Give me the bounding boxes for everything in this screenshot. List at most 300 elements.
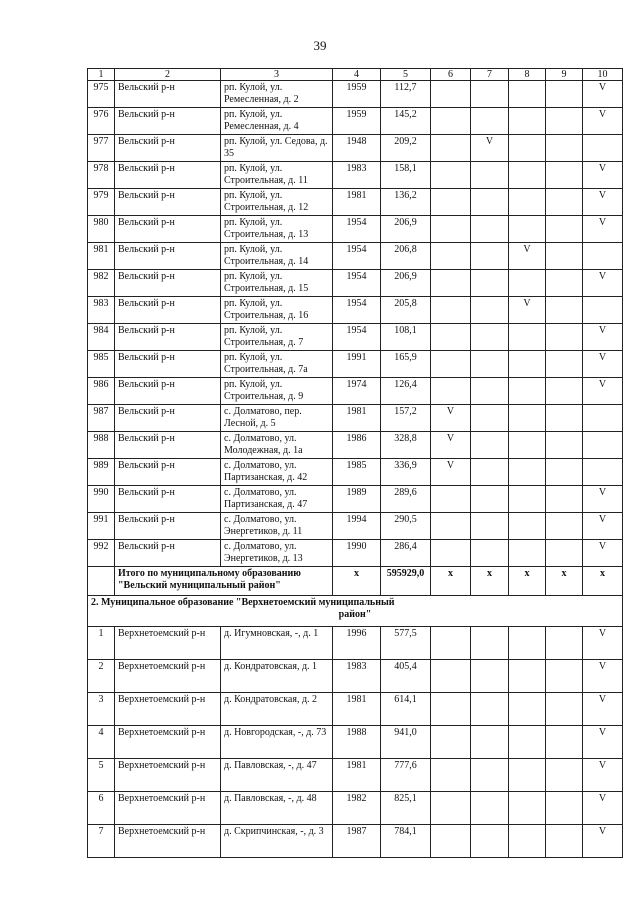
address-cell: рп. Кулой, ул. Строительная, д. 14	[221, 243, 333, 270]
district-cell: Верхнетоемский р-н	[115, 627, 221, 660]
mark-cell-8	[509, 825, 546, 858]
mark-cell-7	[471, 792, 509, 825]
mark-cell-7	[471, 726, 509, 759]
address-cell: рп. Кулой, ул. Строительная, д. 11	[221, 162, 333, 189]
mark-cell-10: V	[583, 108, 623, 135]
table-row	[88, 270, 623, 297]
row-number: 991	[88, 513, 115, 540]
table-row	[88, 660, 623, 693]
mark-cell-10: V	[583, 189, 623, 216]
district-cell: Вельский р-н	[115, 81, 221, 108]
district-cell: Верхнетоемский р-н	[115, 759, 221, 792]
mark-cell-8	[509, 792, 546, 825]
mark-cell-10: V	[583, 540, 623, 567]
mark-cell-6	[431, 486, 471, 513]
year-cell: 1981	[333, 693, 381, 726]
mark-cell-9	[546, 405, 583, 432]
mark-cell-7	[471, 540, 509, 567]
district-cell: Вельский р-н	[115, 486, 221, 513]
district-cell: Верхнетоемский р-н	[115, 660, 221, 693]
table-row	[88, 135, 623, 162]
mark-cell-6	[431, 726, 471, 759]
address-cell: д. Павловская, -, д. 47	[221, 759, 333, 792]
year-cell: 1954	[333, 243, 381, 270]
section-title-line2: район"	[338, 609, 372, 620]
district-cell: Вельский р-н	[115, 189, 221, 216]
address-cell: с. Долматово, ул. Партизанская, д. 47	[221, 486, 333, 513]
table-row	[88, 513, 623, 540]
year-cell: 1988	[333, 726, 381, 759]
mark-cell-10: V	[583, 324, 623, 351]
year-cell: 1986	[333, 432, 381, 459]
district-cell: Вельский р-н	[115, 297, 221, 324]
table-row	[88, 825, 623, 858]
area-cell: 158,1	[381, 162, 431, 189]
district-cell: Верхнетоемский р-н	[115, 825, 221, 858]
mark-cell-6	[431, 792, 471, 825]
address-cell: с. Долматово, ул. Энергетиков, д. 11	[221, 513, 333, 540]
address-cell: с. Долматово, ул. Молодежная, д. 1а	[221, 432, 333, 459]
district-cell: Вельский р-н	[115, 540, 221, 567]
table-row	[88, 726, 623, 759]
mark-cell-10	[583, 405, 623, 432]
address-cell: рп. Кулой, ул. Ремесленная, д. 4	[221, 108, 333, 135]
mark-cell-10: V	[583, 351, 623, 378]
mark-cell-8	[509, 459, 546, 486]
address-cell: д. Кондратовская, д. 2	[221, 693, 333, 726]
area-cell: 286,4	[381, 540, 431, 567]
mark-cell-10: V	[583, 513, 623, 540]
mark-cell-9	[546, 693, 583, 726]
table-row	[88, 432, 623, 459]
area-cell: 206,9	[381, 270, 431, 297]
mark-cell-9	[546, 135, 583, 162]
mark-cell-6	[431, 297, 471, 324]
row-number: 980	[88, 216, 115, 243]
mark-cell-10: V	[583, 270, 623, 297]
year-cell: 1981	[333, 759, 381, 792]
mark-cell-10	[583, 243, 623, 270]
table-row	[88, 162, 623, 189]
mark-cell-8	[509, 135, 546, 162]
row-number: 985	[88, 351, 115, 378]
year-cell: 1981	[333, 189, 381, 216]
total-label: Итого по муниципальному образованию "Вельский муниципальный район"	[115, 567, 333, 596]
mark-cell-10: V	[583, 486, 623, 513]
district-cell: Вельский р-н	[115, 108, 221, 135]
mark-cell-7	[471, 660, 509, 693]
mark-cell-6	[431, 135, 471, 162]
area-cell: 108,1	[381, 324, 431, 351]
table-row	[88, 243, 623, 270]
table-row	[88, 759, 623, 792]
area-cell: 577,5	[381, 627, 431, 660]
mark-cell-10: V	[583, 759, 623, 792]
area-cell: 289,6	[381, 486, 431, 513]
mark-cell-7	[471, 216, 509, 243]
mark-cell-9	[546, 162, 583, 189]
mark-cell-6	[431, 108, 471, 135]
year-cell: 1954	[333, 324, 381, 351]
row-number: 7	[88, 825, 115, 858]
table-row	[88, 297, 623, 324]
mark-cell-9	[546, 726, 583, 759]
year-cell: 1987	[333, 825, 381, 858]
year-cell: 1985	[333, 459, 381, 486]
mark-cell-9	[546, 627, 583, 660]
year-cell: 1959	[333, 81, 381, 108]
column-number: 4	[333, 69, 381, 81]
mark-cell-9	[546, 486, 583, 513]
area-cell: 405,4	[381, 660, 431, 693]
district-cell: Вельский р-н	[115, 324, 221, 351]
district-cell: Вельский р-н	[115, 243, 221, 270]
page-number: 39	[313, 38, 327, 53]
mark-cell-9	[546, 540, 583, 567]
mark-cell-7	[471, 351, 509, 378]
mark-cell-9	[546, 243, 583, 270]
year-cell: 1954	[333, 216, 381, 243]
address-cell: с. Долматово, пер. Лесной, д. 5	[221, 405, 333, 432]
mark-cell-9	[546, 270, 583, 297]
mark-cell-7	[471, 513, 509, 540]
total-c8-cell: x	[509, 567, 546, 596]
mark-cell-6: V	[431, 432, 471, 459]
table-row	[88, 540, 623, 567]
row-number: 986	[88, 378, 115, 405]
column-number: 5	[381, 69, 431, 81]
mark-cell-9	[546, 216, 583, 243]
column-number-row	[88, 69, 623, 81]
mark-cell-7	[471, 627, 509, 660]
table-row	[88, 792, 623, 825]
year-cell: 1983	[333, 660, 381, 693]
address-cell: рп. Кулой, ул. Строительная, д. 7а	[221, 351, 333, 378]
mark-cell-8	[509, 324, 546, 351]
mark-cell-6	[431, 81, 471, 108]
column-number: 9	[546, 69, 583, 81]
year-cell: 1983	[333, 162, 381, 189]
year-cell: 1954	[333, 297, 381, 324]
address-cell: рп. Кулой, ул. Строительная, д. 9	[221, 378, 333, 405]
mark-cell-8	[509, 351, 546, 378]
mark-cell-10: V	[583, 825, 623, 858]
row-number: 977	[88, 135, 115, 162]
district-cell: Вельский р-н	[115, 459, 221, 486]
total-area-cell: 595929,0	[381, 567, 431, 596]
table-row	[88, 486, 623, 513]
row-number: 2	[88, 660, 115, 693]
mark-cell-10: V	[583, 792, 623, 825]
address-cell: с. Долматово, ул. Партизанская, д. 42	[221, 459, 333, 486]
year-cell: 1994	[333, 513, 381, 540]
column-number: 3	[221, 69, 333, 81]
year-cell: 1990	[333, 540, 381, 567]
mark-cell-6	[431, 513, 471, 540]
district-cell: Вельский р-н	[115, 513, 221, 540]
area-cell: 328,8	[381, 432, 431, 459]
mark-cell-8	[509, 108, 546, 135]
year-cell: 1954	[333, 270, 381, 297]
mark-cell-8	[509, 432, 546, 459]
mark-cell-7	[471, 459, 509, 486]
year-cell: 1991	[333, 351, 381, 378]
column-number: 2	[115, 69, 221, 81]
row-number: 4	[88, 726, 115, 759]
row-number: 990	[88, 486, 115, 513]
section-title	[88, 596, 623, 627]
total-empty-cell	[88, 567, 115, 596]
district-cell: Вельский р-н	[115, 378, 221, 405]
district-cell: Вельский р-н	[115, 351, 221, 378]
mark-cell-9	[546, 792, 583, 825]
area-cell: 165,9	[381, 351, 431, 378]
section-header-row	[88, 596, 623, 627]
mark-cell-6	[431, 216, 471, 243]
row-number: 981	[88, 243, 115, 270]
mark-cell-9	[546, 432, 583, 459]
mark-cell-10	[583, 135, 623, 162]
mark-cell-6	[431, 270, 471, 297]
row-number: 1	[88, 627, 115, 660]
mark-cell-6	[431, 189, 471, 216]
year-cell: 1981	[333, 405, 381, 432]
row-number: 983	[88, 297, 115, 324]
address-cell: рп. Кулой, ул. Строительная, д. 7	[221, 324, 333, 351]
area-cell: 290,5	[381, 513, 431, 540]
mark-cell-8	[509, 189, 546, 216]
row-number: 3	[88, 693, 115, 726]
area-cell: 157,2	[381, 405, 431, 432]
mark-cell-8	[509, 660, 546, 693]
area-cell: 205,8	[381, 297, 431, 324]
table-row	[88, 693, 623, 726]
mark-cell-7	[471, 432, 509, 459]
section-title-line1: 2. Муниципальное образование "Верхнетоемский муниципальный	[91, 597, 395, 608]
mark-cell-10: V	[583, 216, 623, 243]
mark-cell-6	[431, 378, 471, 405]
address-cell: д. Новгородская, -, д. 73	[221, 726, 333, 759]
mark-cell-9	[546, 297, 583, 324]
table-row	[88, 216, 623, 243]
mark-cell-8: V	[509, 297, 546, 324]
area-cell: 209,2	[381, 135, 431, 162]
mark-cell-9	[546, 324, 583, 351]
mark-cell-7	[471, 108, 509, 135]
district-cell: Вельский р-н	[115, 270, 221, 297]
area-cell: 941,0	[381, 726, 431, 759]
mark-cell-10: V	[583, 162, 623, 189]
table-body	[88, 69, 623, 858]
year-cell: 1982	[333, 792, 381, 825]
mark-cell-8	[509, 513, 546, 540]
mark-cell-8	[509, 759, 546, 792]
housing-register-table	[87, 68, 623, 858]
mark-cell-10	[583, 297, 623, 324]
year-cell: 1974	[333, 378, 381, 405]
mark-cell-10: V	[583, 660, 623, 693]
area-cell: 614,1	[381, 693, 431, 726]
table-row	[88, 189, 623, 216]
district-cell: Верхнетоемский р-н	[115, 726, 221, 759]
mark-cell-6	[431, 324, 471, 351]
year-cell: 1948	[333, 135, 381, 162]
column-number: 1	[88, 69, 115, 81]
row-number: 982	[88, 270, 115, 297]
year-cell: 1989	[333, 486, 381, 513]
total-year-cell: x	[333, 567, 381, 596]
mark-cell-6	[431, 825, 471, 858]
mark-cell-9	[546, 513, 583, 540]
table-row	[88, 459, 623, 486]
mark-cell-8	[509, 216, 546, 243]
mark-cell-9	[546, 825, 583, 858]
table-row	[88, 108, 623, 135]
mark-cell-9	[546, 108, 583, 135]
mark-cell-9	[546, 660, 583, 693]
year-cell: 1996	[333, 627, 381, 660]
area-cell: 784,1	[381, 825, 431, 858]
mark-cell-7	[471, 324, 509, 351]
mark-cell-8	[509, 627, 546, 660]
total-c6-cell: x	[431, 567, 471, 596]
table-row	[88, 81, 623, 108]
row-number: 5	[88, 759, 115, 792]
district-cell: Вельский р-н	[115, 135, 221, 162]
mark-cell-7	[471, 297, 509, 324]
row-number: 984	[88, 324, 115, 351]
row-number: 975	[88, 81, 115, 108]
column-number: 8	[509, 69, 546, 81]
address-cell: рп. Кулой, ул. Строительная, д. 16	[221, 297, 333, 324]
mark-cell-8	[509, 693, 546, 726]
row-number: 979	[88, 189, 115, 216]
mark-cell-7	[471, 162, 509, 189]
district-cell: Верхнетоемский р-н	[115, 693, 221, 726]
mark-cell-8	[509, 378, 546, 405]
address-cell: д. Игумновская, -, д. 1	[221, 627, 333, 660]
address-cell: д. Скрипчинская, -, д. 3	[221, 825, 333, 858]
mark-cell-6	[431, 693, 471, 726]
table-row	[88, 405, 623, 432]
address-cell: рп. Кулой, ул. Строительная, д. 13	[221, 216, 333, 243]
mark-cell-7	[471, 81, 509, 108]
table-row	[88, 351, 623, 378]
area-cell: 825,1	[381, 792, 431, 825]
area-cell: 145,2	[381, 108, 431, 135]
mark-cell-8	[509, 540, 546, 567]
row-number: 989	[88, 459, 115, 486]
mark-cell-7	[471, 825, 509, 858]
area-cell: 126,4	[381, 378, 431, 405]
column-number: 10	[583, 69, 623, 81]
area-cell: 777,6	[381, 759, 431, 792]
district-cell: Вельский р-н	[115, 405, 221, 432]
address-cell: д. Кондратовская, д. 1	[221, 660, 333, 693]
total-c10-cell: x	[583, 567, 623, 596]
table-row	[88, 627, 623, 660]
mark-cell-10	[583, 459, 623, 486]
mark-cell-7	[471, 693, 509, 726]
total-c7-cell: x	[471, 567, 509, 596]
area-cell: 206,8	[381, 243, 431, 270]
district-cell: Вельский р-н	[115, 432, 221, 459]
mark-cell-8	[509, 81, 546, 108]
address-cell: рп. Кулой, ул. Строительная, д. 12	[221, 189, 333, 216]
mark-cell-9	[546, 759, 583, 792]
mark-cell-6: V	[431, 405, 471, 432]
row-number: 987	[88, 405, 115, 432]
mark-cell-9	[546, 378, 583, 405]
mark-cell-9	[546, 189, 583, 216]
district-cell: Вельский р-н	[115, 216, 221, 243]
mark-cell-6	[431, 759, 471, 792]
mark-cell-10	[583, 432, 623, 459]
mark-cell-9	[546, 459, 583, 486]
row-number: 978	[88, 162, 115, 189]
address-cell: с. Долматово, ул. Энергетиков, д. 13	[221, 540, 333, 567]
area-cell: 206,9	[381, 216, 431, 243]
mark-cell-6	[431, 660, 471, 693]
row-number: 988	[88, 432, 115, 459]
mark-cell-10: V	[583, 378, 623, 405]
mark-cell-8	[509, 726, 546, 759]
total-c9-cell: x	[546, 567, 583, 596]
mark-cell-7	[471, 486, 509, 513]
mark-cell-7	[471, 405, 509, 432]
mark-cell-8	[509, 162, 546, 189]
area-cell: 336,9	[381, 459, 431, 486]
mark-cell-6	[431, 540, 471, 567]
area-cell: 112,7	[381, 81, 431, 108]
column-number: 6	[431, 69, 471, 81]
address-cell: рп. Кулой, ул. Строительная, д. 15	[221, 270, 333, 297]
mark-cell-8	[509, 486, 546, 513]
table-row	[88, 378, 623, 405]
district-cell: Верхнетоемский р-н	[115, 792, 221, 825]
table-row	[88, 324, 623, 351]
mark-cell-10: V	[583, 726, 623, 759]
row-number: 976	[88, 108, 115, 135]
mark-cell-7	[471, 378, 509, 405]
address-cell: рп. Кулой, ул. Ремесленная, д. 2	[221, 81, 333, 108]
mark-cell-9	[546, 81, 583, 108]
district-cell: Вельский р-н	[115, 162, 221, 189]
year-cell: 1959	[333, 108, 381, 135]
mark-cell-6	[431, 162, 471, 189]
mark-cell-6: V	[431, 459, 471, 486]
address-cell: д. Павловская, -, д. 48	[221, 792, 333, 825]
mark-cell-6	[431, 351, 471, 378]
row-number: 992	[88, 540, 115, 567]
mark-cell-9	[546, 351, 583, 378]
mark-cell-7: V	[471, 135, 509, 162]
mark-cell-10: V	[583, 693, 623, 726]
mark-cell-7	[471, 270, 509, 297]
mark-cell-6	[431, 243, 471, 270]
area-cell: 136,2	[381, 189, 431, 216]
column-number: 7	[471, 69, 509, 81]
address-cell: рп. Кулой, ул. Седова, д. 35	[221, 135, 333, 162]
total-row	[88, 567, 623, 596]
mark-cell-6	[431, 627, 471, 660]
mark-cell-10: V	[583, 81, 623, 108]
mark-cell-8	[509, 270, 546, 297]
mark-cell-7	[471, 189, 509, 216]
mark-cell-8	[509, 405, 546, 432]
mark-cell-8: V	[509, 243, 546, 270]
mark-cell-7	[471, 243, 509, 270]
